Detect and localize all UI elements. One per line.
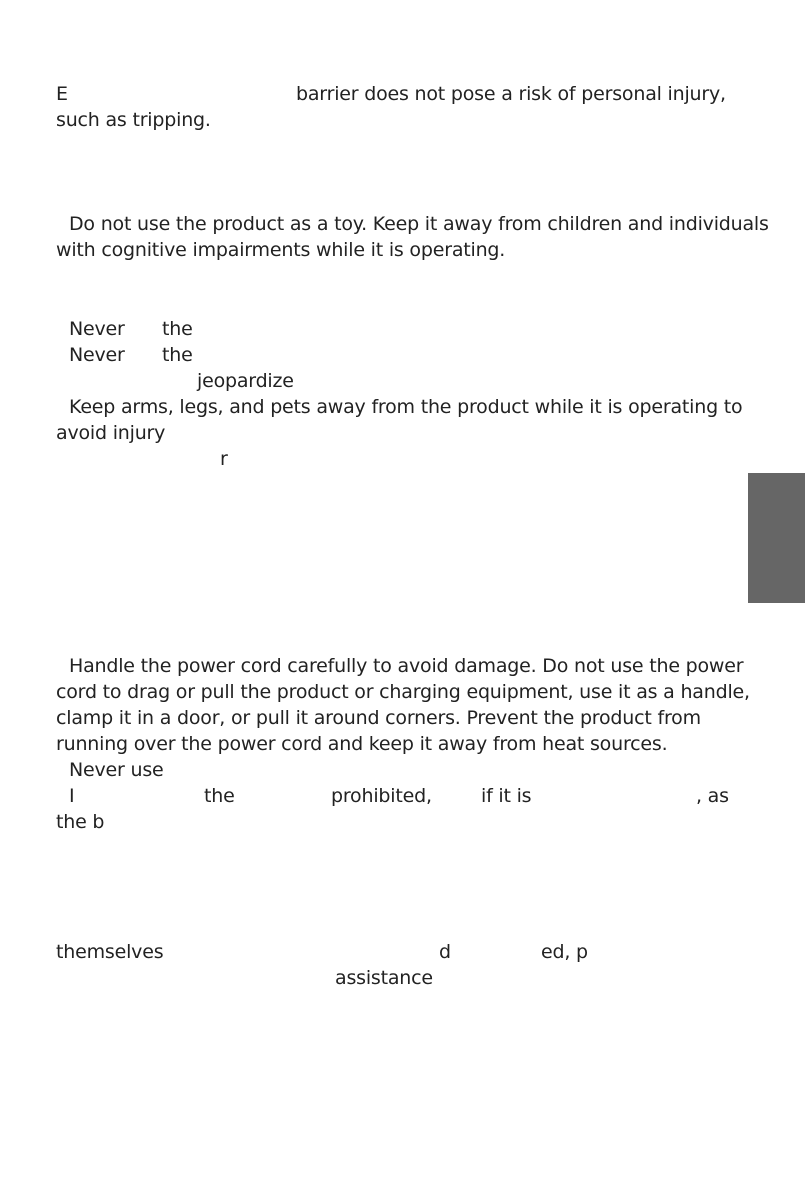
paragraph-4-line-6-frag-2: the bbox=[204, 785, 235, 807]
paragraph-5-line-1-frag-1: themselves bbox=[56, 941, 164, 963]
paragraph-4-line-6-frag-5: , as bbox=[696, 785, 729, 807]
paragraph-3-line-5: avoid injury bbox=[56, 422, 166, 444]
paragraph-3-line-2-word-2: the bbox=[162, 344, 193, 366]
paragraph-4-line-6-frag-4: if it is bbox=[481, 785, 532, 807]
paragraph-5-line-1-frag-2: d bbox=[439, 941, 451, 963]
paragraph-2-line-1: Do not use the product as a toy. Keep it away from children and individuals bbox=[69, 213, 769, 235]
paragraph-4-line-3: clamp it in a door, or pull it around corners. Prevent the product from bbox=[56, 707, 701, 729]
paragraph-3-line-2-word-1: Never bbox=[69, 344, 125, 366]
paragraph-4-line-5: Never use bbox=[69, 759, 164, 781]
paragraph-1-line-1-start: E bbox=[56, 83, 68, 105]
paragraph-4-line-1: Handle the power cord carefully to avoid damage. Do not use the power bbox=[69, 655, 744, 677]
paragraph-5-line-1-frag-3: ed, p bbox=[541, 941, 588, 963]
paragraph-4-line-2: cord to drag or pull the product or charging equipment, use it as a handle, bbox=[56, 681, 750, 703]
paragraph-1-line-1-end: barrier does not pose a risk of personal injury, bbox=[296, 83, 726, 105]
paragraph-5-line-2: assistance bbox=[335, 967, 433, 989]
paragraph-2-line-2: with cognitive impairments while it is operating. bbox=[56, 239, 506, 261]
side-tab bbox=[748, 473, 805, 603]
paragraph-4-line-6-frag-3: prohibited, bbox=[331, 785, 432, 807]
paragraph-4-line-4: running over the power cord and keep it away from heat sources. bbox=[56, 733, 668, 755]
paragraph-4-line-6-frag-1: I bbox=[69, 785, 75, 807]
paragraph-4-line-7: the b bbox=[56, 811, 105, 833]
paragraph-3-line-1-word-2: the bbox=[162, 318, 193, 340]
paragraph-3-line-4: Keep arms, legs, and pets away from the product while it is operating to bbox=[69, 396, 743, 418]
paragraph-1-line-2: such as tripping. bbox=[56, 109, 211, 131]
paragraph-3-line-6: r bbox=[220, 448, 228, 470]
paragraph-3-line-3: jeopardize bbox=[197, 370, 294, 392]
paragraph-3-line-1-word-1: Never bbox=[69, 318, 125, 340]
